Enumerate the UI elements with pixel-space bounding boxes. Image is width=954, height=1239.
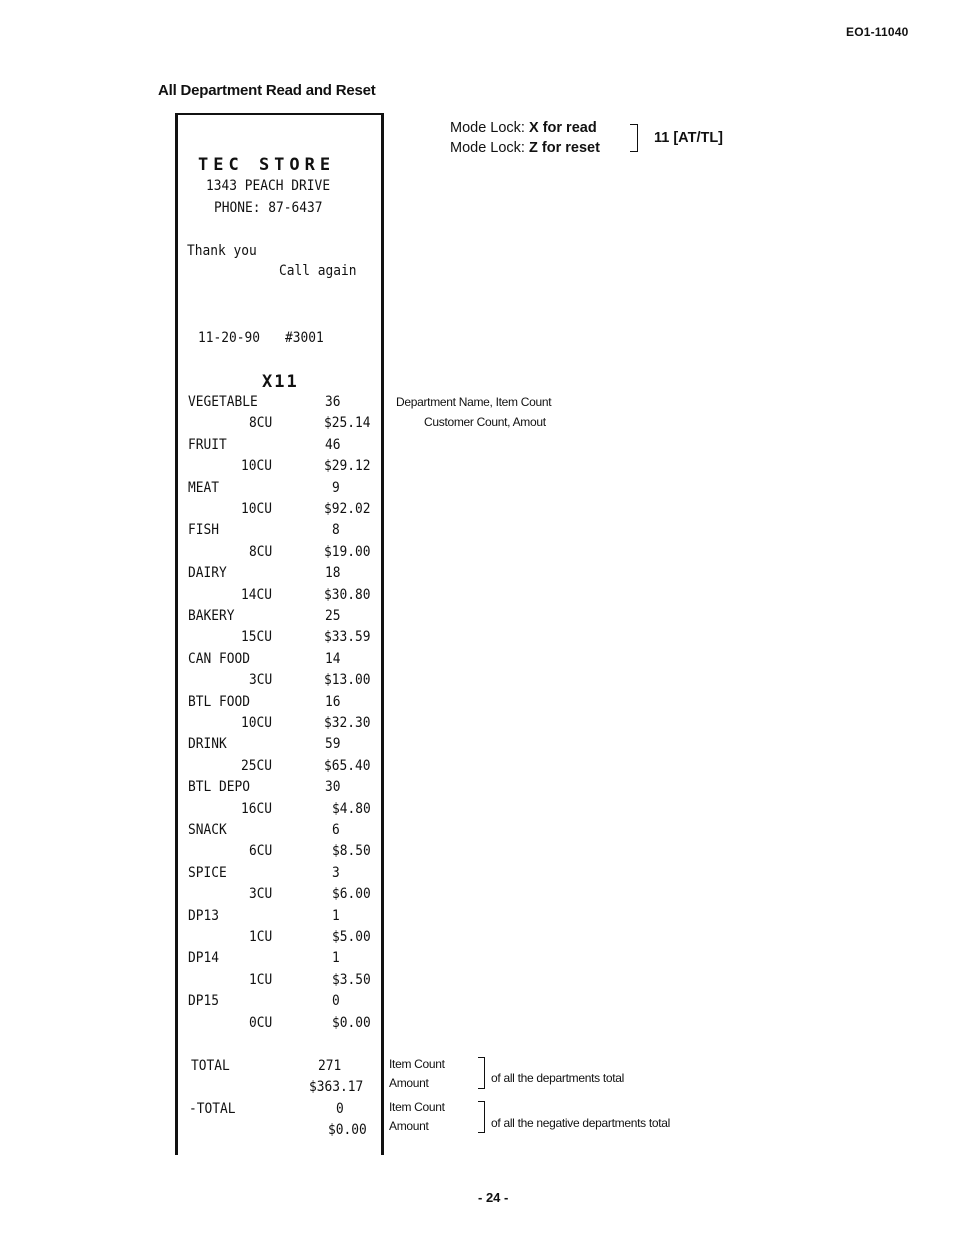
department-name: FRUIT <box>188 436 227 453</box>
store-phone: PHONE: 87-6437 <box>214 200 323 216</box>
mode-lock-read-prefix: Mode Lock: <box>450 120 525 136</box>
report-mode-mark: X11 <box>262 372 299 392</box>
department-item-count: 0 <box>332 993 341 1010</box>
department-name: FISH <box>188 522 220 539</box>
department-name: VEGETABLE <box>188 394 258 410</box>
mode-lock-read <box>450 118 600 138</box>
mode-lock-reset-key: Z for reset <box>529 140 600 156</box>
department-amount: $3.50 <box>331 971 371 988</box>
department-amount: $0.00 <box>331 1014 371 1031</box>
receipt-number: #3001 <box>285 330 324 346</box>
department-annotation-line1: Department Name, Item Count <box>396 395 552 409</box>
department-amount: $29.12 <box>323 458 371 475</box>
department-amount: $32.30 <box>323 715 371 731</box>
total-annotation-description: of all the departments total <box>491 1071 625 1085</box>
department-amount: $30.80 <box>323 586 371 603</box>
mode-lock-reset-prefix: Mode Lock: <box>450 140 525 156</box>
document-id: EO1-11040 <box>846 25 909 39</box>
department-amount: $5.00 <box>331 929 371 945</box>
department-amount: $13.00 <box>323 672 371 689</box>
department-name: DP13 <box>188 907 220 924</box>
total-label: TOTAL <box>191 1058 230 1074</box>
department-name: DAIRY <box>188 565 227 582</box>
total-annotation-bracket <box>478 1057 485 1089</box>
receipt-date: 11-20-90 <box>198 330 261 346</box>
department-item-count: 1 <box>332 950 341 967</box>
department-customer-count: 14CU <box>241 586 273 603</box>
department-amount: $33.59 <box>323 629 371 646</box>
department-item-count: 25 <box>324 608 341 624</box>
department-name: CAN FOOD <box>188 650 251 667</box>
department-name: DP15 <box>188 993 220 1010</box>
department-item-count: 46 <box>324 436 341 453</box>
department-amount: $8.50 <box>331 843 371 860</box>
department-amount: $4.80 <box>331 800 371 817</box>
department-name: DP14 <box>188 950 220 967</box>
department-customer-count: 8CU <box>248 543 273 560</box>
department-amount: $65.40 <box>323 757 371 774</box>
department-name: SNACK <box>188 822 227 838</box>
department-customer-count: 25CU <box>241 757 273 774</box>
negative-total-label: -TOTAL <box>189 1101 236 1117</box>
department-name: MEAT <box>188 479 220 496</box>
department-amount: $25.14 <box>323 415 371 432</box>
department-customer-count: 0CU <box>248 1014 273 1031</box>
department-item-count: 6 <box>332 822 341 838</box>
receipt-printout <box>175 113 384 1155</box>
department-amount: $92.02 <box>323 501 371 517</box>
total-annotation-amount: Amount <box>389 1076 429 1090</box>
mode-lock-instructions <box>450 118 600 158</box>
mode-lock-reset <box>450 138 600 158</box>
total-item-count: 271 <box>318 1058 342 1074</box>
department-name: BAKERY <box>188 608 235 624</box>
department-name: DRINK <box>188 736 227 753</box>
department-customer-count: 3CU <box>248 672 273 689</box>
department-customer-count: 6CU <box>248 843 273 860</box>
department-item-count: 16 <box>324 693 341 710</box>
page-number: - 24 - <box>478 1190 509 1205</box>
call-again-message: Call again <box>279 263 357 279</box>
department-amount: $6.00 <box>331 886 371 903</box>
total-amount: $363.17 <box>309 1079 364 1095</box>
department-customer-count: 10CU <box>241 501 273 517</box>
department-item-count: 1 <box>332 907 341 924</box>
department-item-count: 18 <box>324 565 341 582</box>
department-item-count: 9 <box>332 479 341 496</box>
department-customer-count: 1CU <box>248 971 273 988</box>
negative-annotation-item-count: Item Count <box>389 1100 445 1114</box>
department-name: BTL FOOD <box>188 693 251 710</box>
department-name: BTL DEPO <box>188 779 251 796</box>
section-title: All Department Read and Reset <box>158 82 376 99</box>
negative-annotation-amount: Amount <box>389 1119 429 1133</box>
department-item-count: 30 <box>324 779 341 796</box>
department-item-count: 3 <box>332 864 341 881</box>
negative-total-amount: $0.00 <box>328 1122 367 1138</box>
department-customer-count: 1CU <box>248 929 273 945</box>
negative-annotation-description: of all the negative departments total <box>491 1116 671 1130</box>
mode-lock-key-sequence: 11 [AT/TL] <box>654 130 724 146</box>
department-item-count: 59 <box>324 736 341 753</box>
department-annotation-line2: Customer Count, Amout <box>424 415 546 429</box>
department-customer-count: 15CU <box>241 629 273 646</box>
department-item-count: 36 <box>324 394 341 410</box>
mode-lock-read-key: X for read <box>529 120 597 136</box>
department-customer-count: 10CU <box>241 458 273 475</box>
department-customer-count: 8CU <box>248 415 273 432</box>
department-item-count: 8 <box>332 522 341 539</box>
department-customer-count: 3CU <box>248 886 273 903</box>
total-annotation-item-count: Item Count <box>389 1057 445 1071</box>
mode-lock-bracket <box>630 124 638 152</box>
store-address: 1343 PEACH DRIVE <box>206 178 331 194</box>
negative-annotation-bracket <box>478 1101 485 1133</box>
negative-total-item-count: 0 <box>336 1101 344 1117</box>
department-amount: $19.00 <box>323 543 371 560</box>
department-item-count: 14 <box>324 650 341 667</box>
store-name: TEC STORE <box>198 155 336 175</box>
department-customer-count: 16CU <box>241 800 273 817</box>
thank-you-message: Thank you <box>187 243 257 259</box>
department-name: SPICE <box>188 864 227 881</box>
department-customer-count: 10CU <box>241 715 273 731</box>
